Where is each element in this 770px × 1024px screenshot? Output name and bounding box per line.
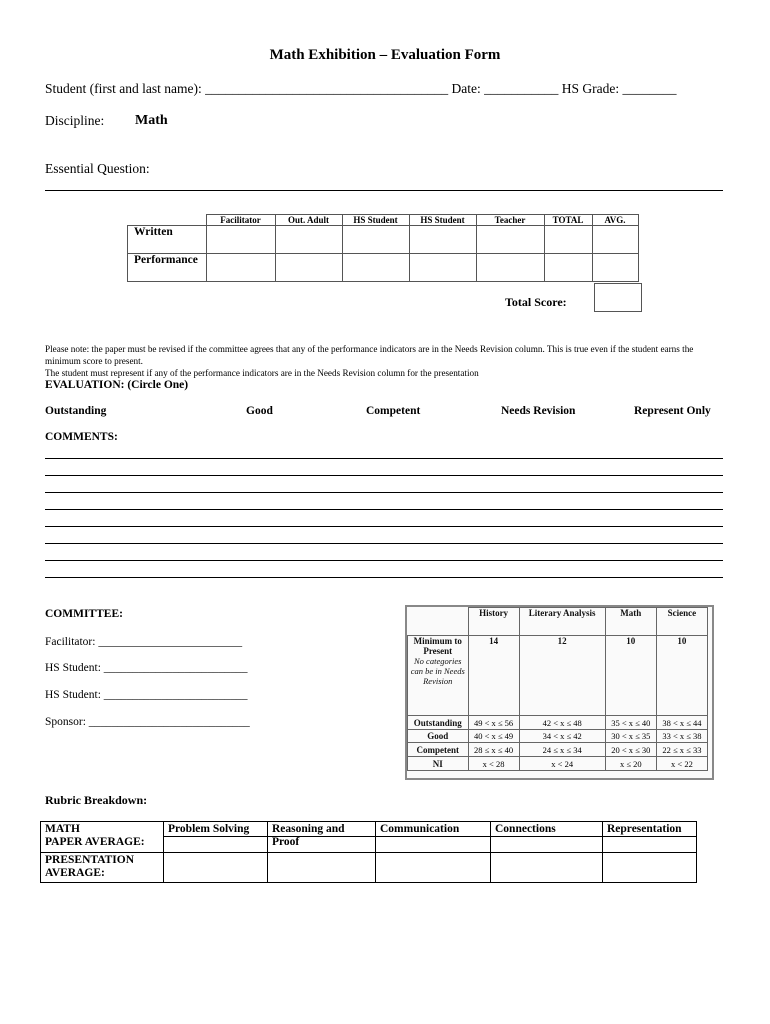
rubric-row-competent: Competent	[408, 743, 469, 757]
comment-line[interactable]	[45, 526, 723, 527]
breakdown-cell[interactable]	[164, 853, 268, 883]
breakdown-presentation-average-label: PRESENTATION AVERAGE:	[41, 853, 164, 883]
comments-heading: COMMENTS:	[45, 431, 118, 443]
breakdown-col-label: Representation	[603, 822, 696, 837]
rubric-corner	[408, 608, 469, 636]
breakdown-math-label: MATH	[45, 823, 80, 835]
breakdown-col-label: Communication	[376, 822, 490, 837]
rubric-value: 20 < x ≤ 30	[605, 743, 656, 757]
breakdown-col-problem-solving[interactable]	[164, 822, 268, 853]
rubric-value: 30 < x ≤ 35	[605, 730, 656, 743]
breakdown-col-label: Reasoning and Proof	[268, 822, 375, 837]
comment-line[interactable]	[45, 458, 723, 459]
score-cell[interactable]	[476, 226, 544, 254]
facilitator-field[interactable]: Facilitator: _________________________	[45, 636, 243, 648]
comment-line[interactable]	[45, 509, 723, 510]
rubric-value: 40 < x ≤ 49	[468, 730, 519, 743]
rubric-value: x < 24	[519, 757, 605, 771]
rubric-value: 35 < x ≤ 40	[605, 716, 656, 730]
score-col-total: TOTAL	[544, 215, 592, 226]
score-cell[interactable]	[206, 254, 275, 282]
breakdown-header-cell	[41, 822, 164, 853]
rubric-row-ni: NI	[408, 757, 469, 771]
score-row-performance: Performance	[128, 254, 207, 282]
essential-question-field[interactable]	[45, 190, 723, 191]
total-score-field[interactable]	[594, 283, 642, 312]
rubric-value: 24 ≤ x ≤ 34	[519, 743, 605, 757]
score-cell[interactable]	[275, 226, 342, 254]
rubric-min-math: 10	[605, 636, 656, 716]
score-cell[interactable]	[409, 226, 476, 254]
score-cell[interactable]	[592, 254, 638, 282]
breakdown-col-connections[interactable]	[491, 822, 603, 853]
revision-note: Please note: the paper must be revised if the committee agrees that any of the performance indicators are in the Needs Revision column. This is true even if the student earns the minimum score to present.	[45, 344, 694, 366]
score-cell[interactable]	[342, 226, 409, 254]
discipline-label: Discipline:	[45, 113, 105, 128]
score-cell[interactable]	[206, 226, 275, 254]
rubric-col-history: History	[468, 608, 519, 636]
score-col-facilitator: Facilitator	[206, 215, 275, 226]
eval-option-represent-only[interactable]: Represent Only	[634, 405, 711, 417]
breakdown-col-communication[interactable]	[376, 822, 491, 853]
sponsor-field[interactable]: Sponsor: ____________________________	[45, 716, 250, 728]
rubric-min-label: Minimum to Present	[413, 636, 462, 656]
rubric-row-outstanding: Outstanding	[408, 716, 469, 730]
rubric-min-science: 10	[656, 636, 707, 716]
eval-option-needs-revision[interactable]: Needs Revision	[501, 405, 576, 417]
rubric-col-literary: Literary Analysis	[519, 608, 605, 636]
represent-note: The student must represent if any of the performance indicators are in the Needs Revision column for the presentation	[45, 368, 479, 378]
breakdown-col-label: Connections	[491, 822, 602, 837]
score-col-hs-student-1: HS Student	[342, 215, 409, 226]
discipline-value: Math	[135, 113, 168, 128]
breakdown-cell[interactable]	[268, 853, 376, 883]
grade-field[interactable]: ________	[622, 81, 677, 96]
breakdown-cell[interactable]	[376, 853, 491, 883]
rubric-value: 38 < x ≤ 44	[656, 716, 707, 730]
score-cell[interactable]	[544, 254, 592, 282]
score-cell[interactable]	[342, 254, 409, 282]
breakdown-paper-average-label: PAPER AVERAGE:	[45, 836, 145, 848]
rubric-min-cell	[408, 636, 469, 716]
page-title: Math Exhibition – Evaluation Form	[269, 47, 501, 63]
score-col-hs-student-2: HS Student	[409, 215, 476, 226]
total-score-label: Total Score:	[505, 295, 567, 309]
score-cell[interactable]	[275, 254, 342, 282]
rubric-value: 22 ≤ x ≤ 33	[656, 743, 707, 757]
hs-student-1-field[interactable]: HS Student: _________________________	[45, 662, 248, 674]
score-row-written: Written	[128, 226, 207, 254]
evaluation-heading: EVALUATION: (Circle One)	[45, 379, 189, 391]
grade-label: HS Grade:	[561, 81, 620, 96]
score-table-corner	[128, 215, 207, 226]
score-col-teacher: Teacher	[476, 215, 544, 226]
rubric-chart-table	[407, 607, 708, 771]
score-cell[interactable]	[409, 254, 476, 282]
rubric-score-chart	[405, 605, 714, 780]
breakdown-col-label: Problem Solving	[164, 822, 267, 837]
rubric-breakdown-heading: Rubric Breakdown:	[45, 793, 148, 807]
breakdown-cell[interactable]	[491, 853, 603, 883]
breakdown-col-representation[interactable]	[603, 822, 697, 853]
rubric-row-good: Good	[408, 730, 469, 743]
score-col-avg: AVG.	[592, 215, 638, 226]
eval-option-good[interactable]: Good	[246, 405, 273, 417]
rubric-value: 28 ≤ x ≤ 40	[468, 743, 519, 757]
score-col-out-adult: Out. Adult	[275, 215, 342, 226]
rubric-col-math: Math	[605, 608, 656, 636]
student-label: Student (first and last name):	[45, 81, 202, 96]
rubric-value: x ≤ 20	[605, 757, 656, 771]
breakdown-col-reasoning[interactable]	[268, 822, 376, 853]
rubric-value: 34 < x ≤ 42	[519, 730, 605, 743]
student-name-field[interactable]: ____________________________________	[205, 81, 449, 96]
rubric-col-science: Science	[656, 608, 707, 636]
eval-option-outstanding[interactable]: Outstanding	[45, 405, 107, 417]
essential-question-label: Essential Question:	[45, 161, 150, 176]
rubric-value: 49 < x ≤ 56	[468, 716, 519, 730]
eval-option-competent[interactable]: Competent	[366, 405, 421, 417]
comment-line[interactable]	[45, 560, 723, 561]
student-line	[45, 81, 676, 97]
score-cell[interactable]	[476, 254, 544, 282]
rubric-min-literary: 12	[519, 636, 605, 716]
rubric-value: 33 < x ≤ 38	[656, 730, 707, 743]
rubric-breakdown-table	[40, 821, 697, 883]
score-cell[interactable]	[592, 226, 638, 254]
score-cell[interactable]	[544, 226, 592, 254]
comment-line[interactable]	[45, 543, 723, 544]
rubric-value: x < 22	[656, 757, 707, 771]
rubric-value: x < 28	[468, 757, 519, 771]
date-field[interactable]: ___________	[484, 81, 559, 96]
comment-line[interactable]	[45, 475, 723, 476]
breakdown-cell[interactable]	[603, 853, 697, 883]
rubric-min-note: No categories can be in Needs Revision	[410, 656, 465, 686]
comment-line[interactable]	[45, 577, 723, 578]
score-table	[127, 214, 639, 282]
comment-line[interactable]	[45, 492, 723, 493]
rubric-value: 42 < x ≤ 48	[519, 716, 605, 730]
rubric-min-history: 14	[468, 636, 519, 716]
committee-heading: COMMITTEE:	[45, 608, 123, 620]
hs-student-2-field[interactable]: HS Student: _________________________	[45, 689, 248, 701]
date-label: Date:	[451, 81, 481, 96]
